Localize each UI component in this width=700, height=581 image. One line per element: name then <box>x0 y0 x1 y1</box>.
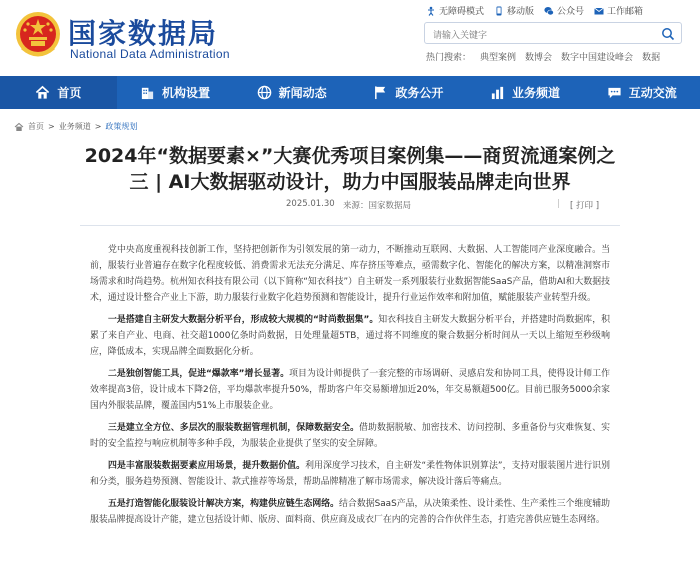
wechat-icon <box>544 6 554 16</box>
site-subtitle: National Data Administration <box>70 47 230 61</box>
article-paragraph: 五是打造智能化服装设计解决方案，构建供应链生态网络。结合数据SaaS产品，从决策柔性、设计柔性、生产柔性三个维度辅助服装品牌提高设计产能，建立包括设计师、版房、面料商、供应商及成衣厂在内的完善的合作伙伴生态，打造完善供应链生态网络。 <box>90 499 610 525</box>
email-link[interactable] <box>594 4 643 17</box>
search-input[interactable] <box>425 26 645 46</box>
nav-label: 政务公开 <box>395 86 444 100</box>
nav-item-interaction[interactable] <box>583 76 700 109</box>
nav-label: 新闻动态 <box>278 86 327 100</box>
nav-item-home[interactable] <box>0 76 117 109</box>
main-nav <box>0 76 700 109</box>
wechat-label: 公众号 <box>557 7 585 17</box>
article-paragraph: 二是独创智能工具，促进“爆款率”增长显著。项目为设计师提供了一套完整的市场调研、灵感启发和协同工具，使得设计师工作效率提高3倍，设计成本下降2倍，平均爆款率提升50%，帮助客户年交易额增加近20%，年交易额超500亿。目前已服务5000余家国内外服装品牌，覆盖国内51%上市服装企业。 <box>90 369 610 411</box>
site-header <box>0 0 700 76</box>
globe-icon <box>257 85 272 100</box>
meta-separator: | <box>557 199 560 209</box>
article-paragraph: 三是建立全方位、多层次的服装数据管理机制，保障数据安全。借助数据脱敏、加密技术、访问控制、多重备份与灾难恢复、实时的安全监控与响应机制等多种手段，为服装企业提供了坚实的安全屏障。 <box>90 423 610 449</box>
breadcrumb-separator: > <box>48 122 55 131</box>
breadcrumb-current[interactable]: 政策规划 <box>105 122 138 131</box>
title-divider <box>80 225 620 226</box>
nav-item-organization[interactable] <box>117 76 234 109</box>
hot-searches <box>426 50 660 63</box>
hot-word[interactable]: 数字中国建设峰会 <box>561 53 634 63</box>
mobile-label: 移动版 <box>507 7 535 17</box>
mobile-link[interactable] <box>494 4 534 17</box>
nav-item-business[interactable] <box>467 76 584 109</box>
article-title: 2024年“数据要素×”大赛优秀项目案例集——商贸流通案例之三 | AI大数据驱动设计，助力中国服装品牌走向世界 <box>84 145 616 193</box>
search-icon[interactable] <box>661 27 675 41</box>
breadcrumb-business[interactable]: 业务频道 <box>58 122 91 131</box>
chart-icon <box>490 85 505 100</box>
hot-word[interactable]: 数博会 <box>525 53 553 63</box>
breadcrumb-separator: > <box>94 122 102 131</box>
accessibility-label: 无障碍模式 <box>439 7 485 17</box>
hot-word[interactable]: 典型案例 <box>480 53 517 63</box>
wechat-link[interactable] <box>544 4 584 17</box>
article-date: 2025.01.30 <box>286 199 335 209</box>
chat-icon <box>607 85 622 100</box>
print-button[interactable]: [ 打印 ] <box>570 201 600 211</box>
home-icon <box>35 85 50 100</box>
nav-item-news[interactable] <box>233 76 350 109</box>
mobile-icon <box>494 6 504 16</box>
accessibility-link[interactable] <box>426 4 484 17</box>
nav-label: 机构设置 <box>162 86 211 100</box>
hot-search-label: 热门搜索： <box>426 53 472 63</box>
nav-label: 互动交流 <box>628 86 677 100</box>
breadcrumb-home[interactable]: 首页 <box>28 122 44 131</box>
search-box <box>424 22 682 44</box>
home-icon <box>14 122 24 132</box>
article-paragraph: 一是搭建自主研发大数据分析平台，形成较大规模的“时尚数据集”。知衣科技自主研发大数据分析平台，并搭建时尚数据库，积累了来自产业、电商、社交超1000亿条时尚数据，日处理量超5TB，通过将不同维度的聚合数据分析时间从一天以上缩短至秒级响应，降低成本，实现品牌全面数据化分析。 <box>90 315 610 357</box>
nav-label: 首页 <box>57 86 82 100</box>
flag-icon <box>373 85 388 100</box>
building-icon <box>140 85 155 100</box>
article-source: 来源：国家数据局 <box>343 201 412 211</box>
accessibility-icon <box>426 6 436 16</box>
top-links <box>426 4 643 17</box>
article-paragraph: 党中央高度重视科技创新工作，坚持把创新作为引领发展的第一动力，不断推动互联网、大数据、人工智能同产业深度融合。当前，服装行业普遍存在数字化程度较低、消费需求无法充分满足、库存挤压等难点，亟需数字化、智能化的解决方案，以精准洞察市场需求和时尚趋势。杭州知衣科技有限公司（以下简称“知衣科技”）自主研发一系列服装行业数据智能SaaS产品，借助AI和大数据技术，通过设计整合产业上下游，助力服装行业数字化趋势预测和智能设计，提升行业运作效率和附加值，赋能服装产业转型升级。 <box>90 245 610 303</box>
article-body <box>90 242 610 534</box>
article-paragraph: 四是丰富服装数据要素应用场景，提升数据价值。利用深度学习技术，自主研发“柔性物体识别算法”，支持对服装图片进行识别和分类，服务趋势预测、智能设计、款式推荐等场景，帮助品牌精准了解市场需求，解决设计落后等痛点。 <box>90 461 610 487</box>
mail-icon <box>594 6 604 16</box>
breadcrumb <box>14 121 137 132</box>
nav-label: 业务频道 <box>512 86 561 100</box>
national-emblem-icon[interactable] <box>14 10 62 60</box>
site-title[interactable]: 国家数据局 <box>68 17 219 50</box>
nav-item-gov-affairs[interactable] <box>350 76 467 109</box>
hot-word[interactable]: 数据 <box>642 53 661 63</box>
email-label: 工作邮箱 <box>607 7 644 17</box>
